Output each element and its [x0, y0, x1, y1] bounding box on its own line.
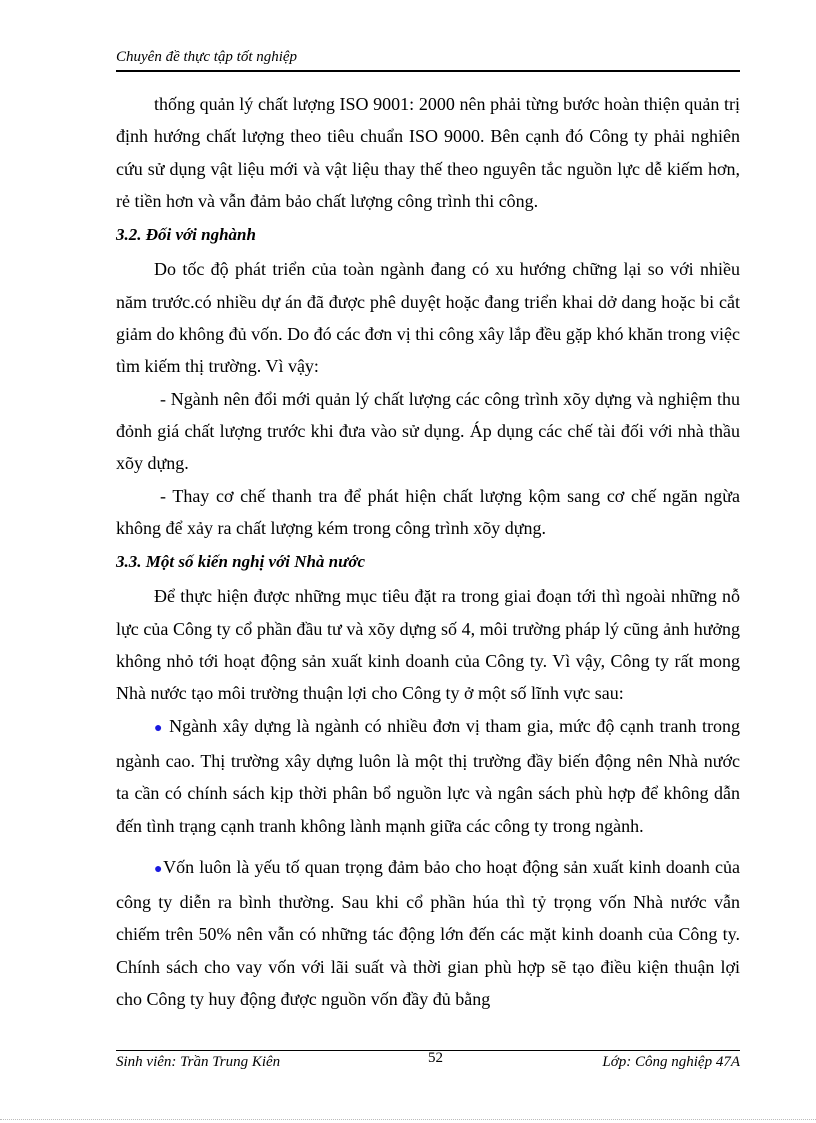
- bullet-icon: ●: [154, 861, 164, 877]
- page-body: [116, 88, 740, 1015]
- header-title: Chuyên đề thực tập tốt nghiệp: [116, 49, 298, 65]
- footer-class: Lớp: Công nghiệp 47A: [602, 1054, 740, 1070]
- bullet-item: [116, 851, 740, 1015]
- page-edge-divider: [0, 1119, 816, 1120]
- section-heading-3-3: 3.3. Một số kiến nghị với Nhà nước: [116, 552, 365, 572]
- section-heading-3-2: 3.2. Đối với nghành: [116, 225, 256, 245]
- footer-student: Sinh viên: Trần Trung Kiên: [116, 1054, 281, 1070]
- paragraph: Để thực hiện được những mục tiêu đặt ra trong giai đoạn tới thì ngoài những nỗ lực của Công ty cổ phần đầu tư và xõy dựng số 4, môi trường pháp lý cũng ảnh hưởng không nhỏ tới hoạt động sản xuất kinh doanh của Công ty. Vì vậy, Công ty rất mong Nhà nước tạo môi trường thuận lợi cho Công ty ở một số lĩnh vực sau:: [116, 586, 740, 704]
- page-header: [116, 48, 740, 72]
- dash-item: - Thay cơ chế thanh tra để phát hiện chất lượng kộm sang cơ chế ngăn ngừa không để xảy ra chất lượng kém trong công trình xõy dựng.: [116, 485, 740, 538]
- bullet-text: Ngành xây dựng là ngành có nhiều đơn vị tham gia, mức độ cạnh tranh trong ngành cao. Thị trường xây dựng luôn là một thị trường đầy biến động nên Nhà nước ta cần có chính sách kịp thời phân bổ nguồn lực và ngân sách phù hợp để không dẫn đến tình trạng cạnh tranh không lành mạnh giữa các công ty trong ngành.: [116, 715, 740, 836]
- page-footer: [116, 1050, 740, 1075]
- dash-item: - Ngành nên đổi mới quản lý chất lượng các công trình xõy dựng và nghiệm thu đỏnh giá chất lượng trước khi đưa vào sử dụng. Áp dụng các chế tài đối với nhà thầu xõy dựng.: [116, 388, 740, 474]
- paragraph: Do tốc độ phát triển của toàn ngành đang có xu hướng chững lại so với nhiều năm trước.có nhiều dự án đã được phê duyệt hoặc đang triển khai dở dang hoặc bi cắt giảm do không đủ vốn. Do đó các đơn vị thi công xây lắp đều gặp khó khăn trong việc tìm kiếm thị trường. Vì vậy:: [116, 259, 740, 377]
- page-number: 52: [428, 1050, 443, 1066]
- bullet-icon: ●: [154, 720, 164, 736]
- bullet-text: Vốn luôn là yếu tố quan trọng đảm bảo cho hoạt động sản xuất kinh doanh của công ty diễn ra bình thường. Sau khi cổ phần húa thì tỷ trọng vốn Nhà nước vẫn chiếm trên 50% nên vẫn có những tác động lớn đến các mặt kinh doanh của Công ty. Chính sách cho vay vốn với lãi suất và thời gian phù hợp sẽ tạo điều kiện thuận lợi cho Công ty huy động được nguồn vốn đầy đủ bằng: [116, 856, 740, 1010]
- paragraph: thống quản lý chất lượng ISO 9001: 2000 nên phải từng bước hoàn thiện quản trị định hướng chất lượng theo tiêu chuẩn ISO 9000. Bên cạnh đó Công ty phải nghiên cứu sử dụng vật liệu mới và vật liệu thay thế theo nguyên tắc nguồn lực dễ kiếm hơn, rẻ tiền hơn và vẫn đảm bảo chất lượng công trình thi công.: [116, 94, 740, 211]
- bullet-item: [116, 710, 740, 842]
